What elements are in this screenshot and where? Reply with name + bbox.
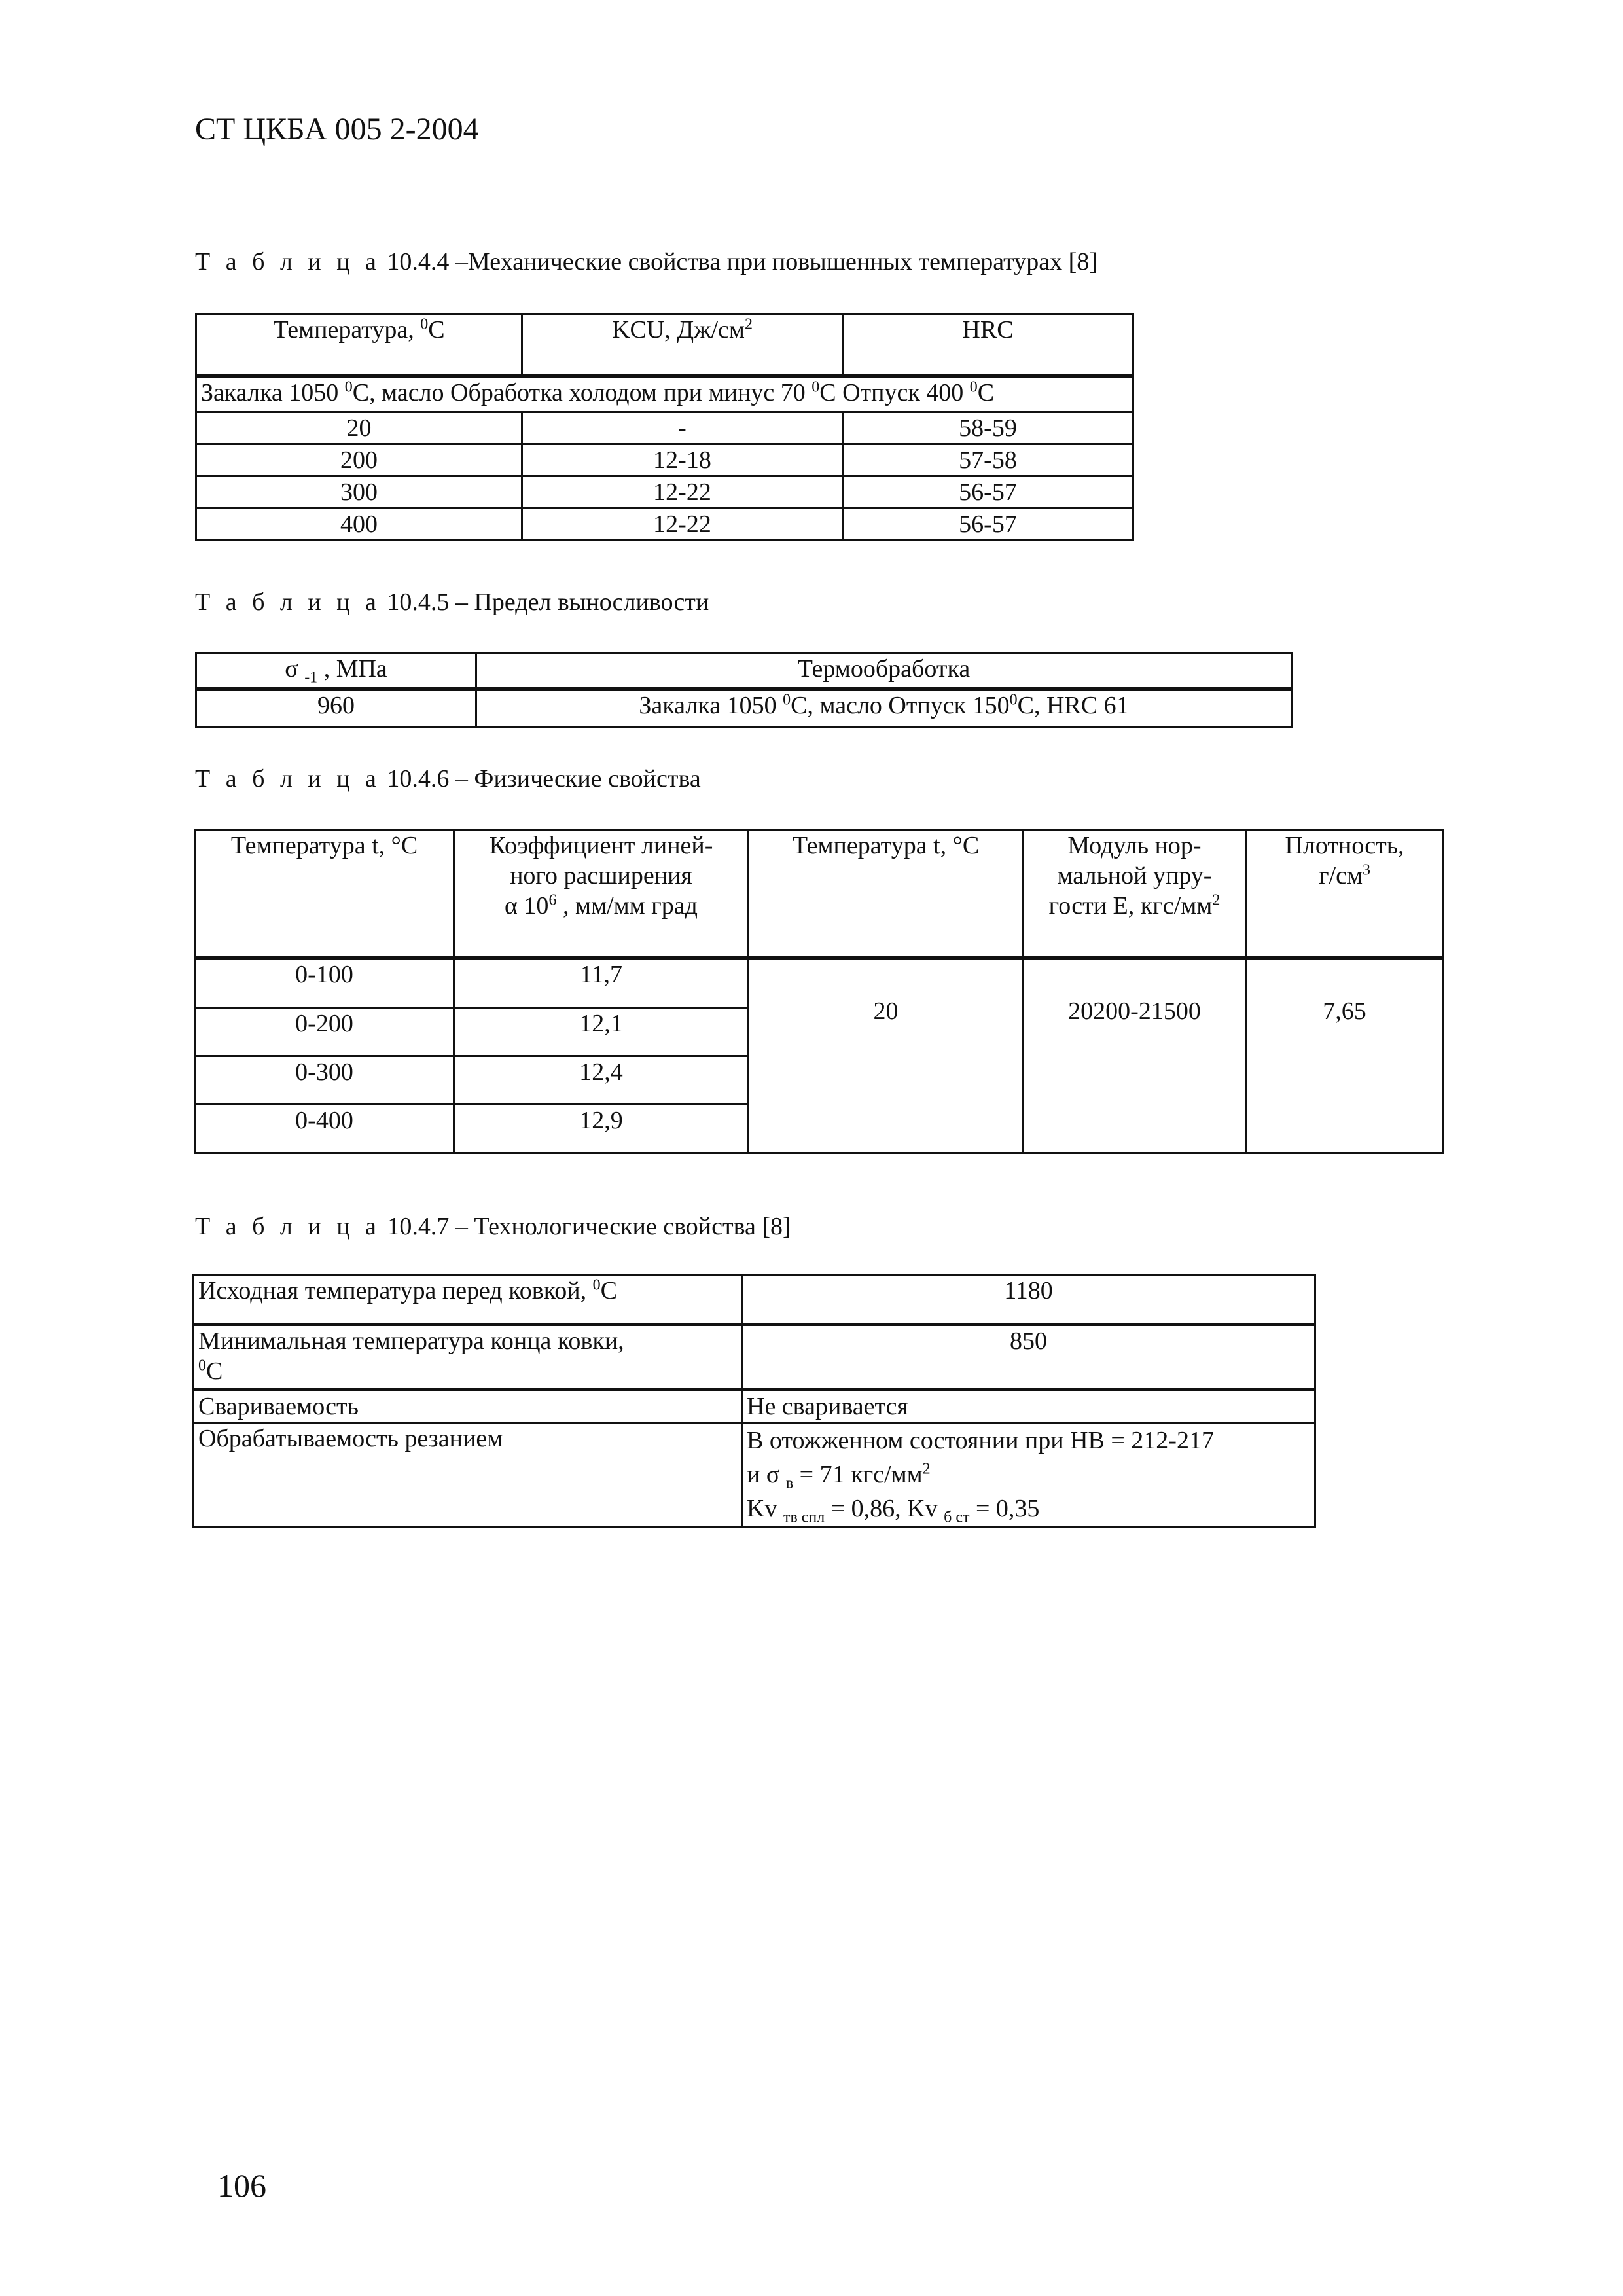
degree-sup: 0 <box>198 1357 206 1374</box>
treatment-text: С Отпуск 400 <box>819 378 970 406</box>
header-temperature <box>196 314 522 376</box>
value-line: и σ <box>747 1461 786 1488</box>
value-line: = 0,35 <box>969 1495 1040 1522</box>
unit: С <box>428 316 445 344</box>
cell-kcu: 12-22 <box>522 476 843 509</box>
header-heat-treatment: Термообработка <box>476 653 1292 689</box>
kv-sub: тв спл <box>783 1509 825 1526</box>
cell-kcu: 12-18 <box>522 444 843 476</box>
power-sup: 2 <box>744 315 753 333</box>
cell-range: 0-200 <box>195 1008 454 1056</box>
cell-range: 0-300 <box>195 1056 454 1105</box>
treatment-text: Закалка 1050 <box>201 378 345 406</box>
header-expansion-coefficient <box>454 830 749 958</box>
table-label: Т а б л и ц а <box>195 588 381 616</box>
table-row <box>196 509 1133 541</box>
header-temperature: Температура t, °С <box>749 830 1024 958</box>
caption-text: 10.4.4 –Механические свойства при повышенных температурах [8] <box>380 248 1097 276</box>
cell-property-label: Обрабатываемость резанием <box>194 1423 742 1528</box>
degree-sup: 0 <box>812 378 820 395</box>
cell-kcu: - <box>522 412 843 444</box>
table-header-row <box>195 830 1444 958</box>
treatment-text: С, масло Отпуск 150 <box>791 691 1010 719</box>
header-temperature-range: Температура t, °С <box>195 830 454 958</box>
cell-range: 0-100 <box>195 958 454 1008</box>
degree-sup: 0 <box>420 315 429 333</box>
table-row <box>194 1390 1315 1423</box>
cell-range: 0-400 <box>195 1105 454 1153</box>
header-line: α 10 <box>505 892 549 920</box>
treatment-text: С <box>977 378 995 406</box>
header-elastic-modulus <box>1024 830 1246 958</box>
cell-property-value <box>742 1423 1315 1528</box>
cell-property-value: 850 <box>742 1325 1315 1390</box>
cell-property-value: 1180 <box>742 1275 1315 1325</box>
degree-sup: 0 <box>344 378 353 395</box>
value-line: Kv <box>747 1495 783 1522</box>
header-kcu <box>522 314 843 376</box>
cell-temperature: 20 <box>196 412 522 444</box>
cell-hrc: 56-57 <box>843 509 1133 541</box>
table-row <box>196 476 1133 509</box>
cell-alpha: 12,9 <box>454 1105 749 1153</box>
value-line: В отожженном состоянии при НВ = 212-217 <box>747 1427 1214 1454</box>
header-line: ного расширения <box>510 862 692 889</box>
power-sup: 2 <box>1212 891 1221 909</box>
unit: С <box>600 1277 617 1304</box>
cell-temperature: 20 <box>749 958 1024 1153</box>
document-code: СТ ЦКБА 005 2-2004 <box>195 112 479 147</box>
table-label: Т а б л и ц а <box>195 248 381 276</box>
treatment-cell <box>196 376 1133 412</box>
cell-hrc: 57-58 <box>843 444 1133 476</box>
header-line: , мм/мм град <box>556 892 698 920</box>
treatment-text: Закалка 1050 <box>639 691 783 719</box>
cell-property-label <box>194 1325 742 1390</box>
table-10-4-7 <box>192 1274 1316 1528</box>
sigma-sub: -1 <box>304 669 318 687</box>
power-sup: 3 <box>1363 861 1371 879</box>
cell-property-label: Свариваемость <box>194 1390 742 1423</box>
table-header-row <box>196 314 1133 376</box>
table-10-4-7-caption <box>195 1212 791 1241</box>
unit: С <box>206 1357 223 1385</box>
header-line: г/см <box>1318 862 1363 889</box>
cell-modulus: 20200-21500 <box>1024 958 1246 1153</box>
header-endurance-limit <box>196 653 476 689</box>
power-sup: 2 <box>922 1460 931 1478</box>
degree-sup: 0 <box>783 691 791 708</box>
cell-hrc: 56-57 <box>843 476 1133 509</box>
degree-sup: 0 <box>1009 691 1018 708</box>
caption-text: 10.4.6 – Физические свойства <box>380 765 701 793</box>
table-label: Т а б л и ц а <box>195 1213 381 1240</box>
header-line: Плотность, <box>1285 832 1404 859</box>
table-row <box>196 412 1133 444</box>
sigma-symbol: σ <box>285 655 305 683</box>
cell-alpha: 11,7 <box>454 958 749 1008</box>
cell-temperature: 300 <box>196 476 522 509</box>
cell-property-value: Не сваривается <box>742 1390 1315 1423</box>
cell-alpha: 12,4 <box>454 1056 749 1105</box>
page-number: 106 <box>217 2167 266 2204</box>
value-line: = 71 кгс/мм <box>793 1461 923 1488</box>
table-10-4-5 <box>195 652 1293 728</box>
table-row <box>194 1325 1315 1390</box>
cell-hrc: 58-59 <box>843 412 1133 444</box>
header-line: Коэффициент линей- <box>489 832 713 859</box>
treatment-text: С, масло Обработка холодом при минус 70 <box>352 378 812 406</box>
table-10-4-4-caption <box>195 247 1097 276</box>
caption-text: 10.4.5 – Предел выносливости <box>380 588 709 616</box>
cell-temperature: 200 <box>196 444 522 476</box>
cell-kcu: 12-22 <box>522 509 843 541</box>
header-temperature-text: Температура, <box>273 316 421 344</box>
label-text: Минимальная температура конца ковки, <box>198 1327 624 1355</box>
header-line: Модуль нор- <box>1067 832 1202 859</box>
power-sup: 6 <box>548 891 557 909</box>
unit: , МПа <box>317 655 387 683</box>
cell-heat-treatment <box>476 689 1292 728</box>
value-line: = 0,86, Kv <box>825 1495 944 1522</box>
header-line: мальной упру- <box>1057 862 1212 889</box>
table-row <box>195 958 1444 1008</box>
table-row <box>194 1275 1315 1325</box>
table-row <box>194 1423 1315 1528</box>
cell-density: 7,65 <box>1246 958 1444 1153</box>
kv-sub: б ст <box>944 1509 970 1526</box>
caption-text: 10.4.7 – Технологические свойства [8] <box>380 1213 791 1240</box>
treatment-row <box>196 376 1133 412</box>
table-row <box>196 444 1133 476</box>
table-row <box>196 689 1292 728</box>
table-10-4-6 <box>194 829 1444 1154</box>
cell-property-label <box>194 1275 742 1325</box>
cell-endurance-value: 960 <box>196 689 476 728</box>
cell-alpha: 12,1 <box>454 1008 749 1056</box>
degree-sup: 0 <box>592 1276 601 1294</box>
header-density <box>1246 830 1444 958</box>
sigma-sub: в <box>785 1475 794 1492</box>
table-label: Т а б л и ц а <box>195 765 381 793</box>
cell-temperature: 400 <box>196 509 522 541</box>
treatment-text: С, HRC 61 <box>1017 691 1129 719</box>
table-10-4-4 <box>195 313 1134 541</box>
header-line: гости E, кгс/мм <box>1048 892 1213 920</box>
table-10-4-5-caption <box>195 588 709 617</box>
label-text: Исходная температура перед ковкой, <box>198 1277 593 1304</box>
header-kcu-text: KCU, Дж/см <box>612 316 745 344</box>
header-hrc: HRC <box>843 314 1133 376</box>
degree-sup: 0 <box>969 378 978 395</box>
table-10-4-6-caption <box>195 764 701 793</box>
table-header-row <box>196 653 1292 689</box>
